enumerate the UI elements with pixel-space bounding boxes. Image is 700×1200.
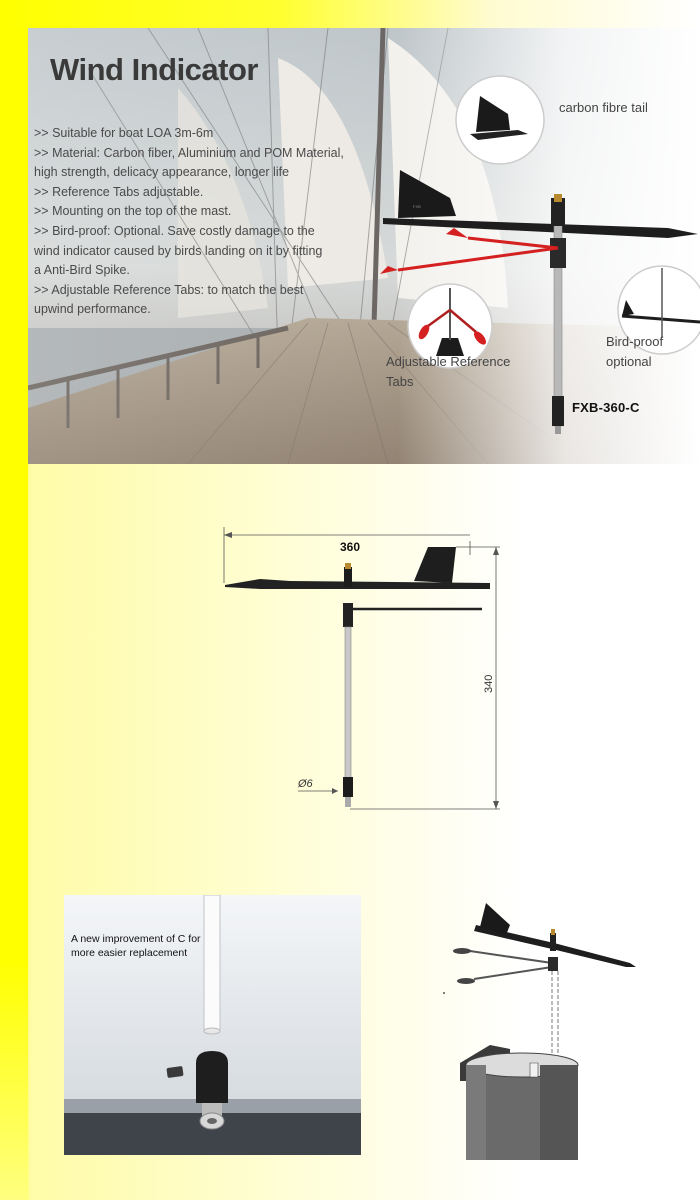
dimension-drawing: [200, 515, 520, 815]
mounted-wind-indicator-illustration: [440, 895, 650, 1160]
model-number: FXB-360-C: [572, 400, 640, 415]
bird-proof-label: Bird-proof optional: [606, 334, 664, 369]
diameter-dimension: Ø6: [298, 778, 313, 790]
improvement-caption: A new improvement of C for more easier replacement: [71, 933, 201, 959]
feature-line: >> Suitable for boat LOA 3m-6m: [34, 126, 214, 140]
feature-line: high strength, delicacy appearance, longer life: [34, 165, 290, 180]
left-yellow-band: [0, 0, 28, 1200]
width-dimension: 360: [340, 540, 361, 554]
feature-line: a Anti-Bird Spike.: [34, 263, 130, 278]
carbon-tail-zoom-circle: [456, 76, 544, 164]
feature-line: >> Mounting on the top of the mast.: [34, 204, 232, 219]
feature-line: >> Material: Carbon fiber, Aluminium and POM Material,: [34, 145, 344, 160]
feature-line: >> Bird-proof: Optional. Save costly damage to the: [34, 223, 315, 238]
carbon-tail-label: carbon fibre tail: [559, 100, 648, 115]
hero-banner: [28, 28, 700, 464]
feature-list: [34, 124, 394, 320]
feature-line: >> Reference Tabs adjustable.: [34, 184, 204, 199]
adjustable-tabs-label: Adjustable Reference Tabs: [386, 354, 511, 389]
height-dimension: 340: [483, 674, 495, 693]
feature-line: wind indicator caused by birds landing on it by fitting: [34, 243, 323, 258]
feature-line: upwind performance.: [34, 302, 151, 317]
feature-line: >> Adjustable Reference Tabs: to match the best: [34, 282, 304, 297]
svg-text:FXB: FXB: [413, 204, 421, 209]
top-yellow-band: [0, 0, 700, 28]
page-title: Wind Indicator: [50, 52, 258, 87]
